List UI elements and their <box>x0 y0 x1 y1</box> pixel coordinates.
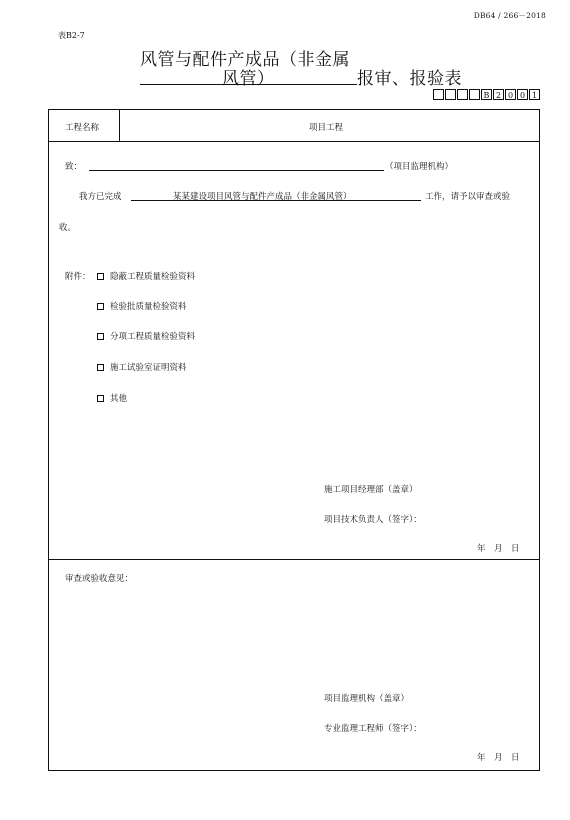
review-label: 审查或验收意见： <box>65 574 134 584</box>
code-box[interactable] <box>445 89 456 100</box>
code-box[interactable] <box>457 89 468 100</box>
code-box: 0 <box>517 89 528 100</box>
engineer-label: 专业监理工程师（签字）： <box>324 724 422 734</box>
attachments-label: 附件： <box>65 272 91 282</box>
to-label: 致： <box>65 162 83 172</box>
checkbox[interactable] <box>97 364 104 371</box>
code-box: 0 <box>505 89 516 100</box>
section-divider <box>49 559 539 560</box>
project-name-row <box>49 110 539 142</box>
header-divider <box>119 110 120 141</box>
date-label: 年 月 日 <box>477 544 520 554</box>
org-seal-label: 项目监理机构（盖章） <box>324 694 410 704</box>
title-line-3: 报审、报验表 <box>357 69 462 89</box>
checkbox[interactable] <box>97 303 104 310</box>
form-number: 表B2-7 <box>58 31 85 40</box>
title-underline <box>140 84 357 85</box>
checkbox[interactable] <box>97 395 104 402</box>
review-date-label: 年 月 日 <box>477 753 520 763</box>
attachment-item[interactable]: 施工试验室证明资料 <box>97 361 187 373</box>
code-box: 1 <box>529 89 540 100</box>
tech-lead-label: 项目技术负责人（签字）： <box>324 515 422 525</box>
code-box: B <box>481 89 492 100</box>
code-box[interactable] <box>433 89 444 100</box>
completed-suffix: 工作，请予以审查或验 <box>425 192 511 202</box>
title-line-2: 风管） <box>222 69 275 89</box>
form-frame <box>48 109 540 771</box>
code-box: 2 <box>493 89 504 100</box>
attachment-item[interactable]: 分项工程质量检验资料 <box>97 330 195 342</box>
completed-wrap: 收。 <box>59 223 77 233</box>
attachment-item[interactable]: 检验批质量检验资料 <box>97 300 187 312</box>
code-boxes <box>433 89 540 100</box>
completed-value[interactable]: 某某建设项目风管与配件产成品（非金属风管） <box>173 192 352 202</box>
attachment-item[interactable]: 其他 <box>97 392 127 404</box>
checkbox[interactable] <box>97 273 104 280</box>
project-name-value[interactable]: 项目工程 <box>309 123 344 133</box>
title-line-1: 风管与配件产成品（非金属 <box>140 50 350 70</box>
to-field[interactable] <box>89 170 384 171</box>
checkbox[interactable] <box>97 333 104 340</box>
standard-number: DB64 / 266－2018 <box>473 11 546 20</box>
completed-prefix: 我方已完成 <box>79 192 122 202</box>
code-box[interactable] <box>469 89 480 100</box>
attachment-item[interactable]: 隐蔽工程质量检验资料 <box>97 270 195 282</box>
to-suffix: （项目监理机构） <box>385 162 454 172</box>
dept-seal-label: 施工项目经理部（盖章） <box>324 485 418 495</box>
project-name-label: 工程名称 <box>65 123 100 133</box>
